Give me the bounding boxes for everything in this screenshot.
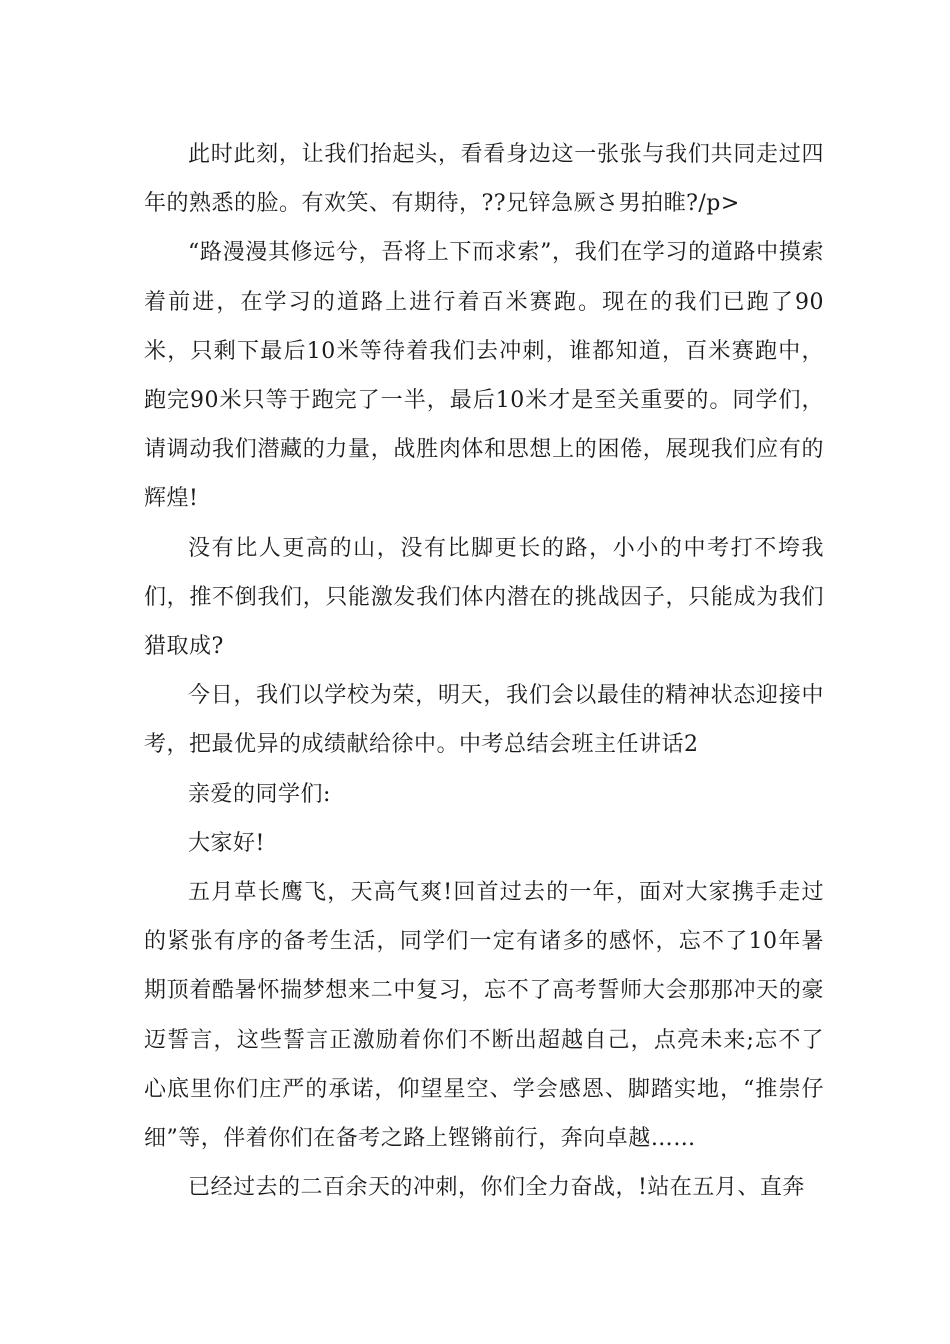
paragraph-mountain: 没有比人更高的山，没有比脚更长的路，小小的中考打不垮我们，推不倒我们，只能激发我们体内潜在的挑战因子，只能成为我们猎取成?: [144, 535, 824, 660]
document-body: [144, 130, 824, 1212]
paragraph-sprint: 已经过去的二百余天的冲刺，你们全力奋战，!站在五月、直奔: [188, 1175, 805, 1201]
paragraph-may: 五月草长鹰飞，天高气爽!回首过去的一年，面对大家携手走过的紧张有序的备考生活，同学们一定有诸多的感怀，忘不了10年暑期顶着酷暑怀揣梦想来二中复习，忘不了高考誓师大会那那冲天的豪迈誓言，这些誓言正激励着你们不断出超越自己，点亮未来;忘不了心底里你们庄严的承诺，仰望星空、学会感恩、脚踏实地，“推崇仔细”等，伴着你们在备考之路上铿锵前行，奔向卓越……: [144, 880, 824, 1152]
paragraph-greeting: 大家好!: [188, 830, 265, 856]
paragraph-intro: 此时此刻，让我们抬起头，看看身边这一张张与我们共同走过四年的熟悉的脸。有欢笑、有期待，??兄锌急厥さ男拍睢?/p>: [144, 142, 824, 217]
paragraph-race: “路漫漫其修远兮，吾将上下而求索”，我们在学习的道路中摸索着前进，在学习的道路上进行着百米赛跑。现在的我们已跑了90米，只剩下最后10米等待着我们去冲刺，谁都知道，百米赛跑中，跑完90米只等于跑完了一半，最后10米才是至关重要的。同学们，请调动我们潜藏的力量，战胜肉体和思想上的困倦，展现我们应有的辉煌!: [144, 240, 824, 512]
paragraph-salutation: 亲爱的同学们:: [188, 781, 331, 807]
paragraph-today: 今日，我们以学校为荣，明天，我们会以最佳的精神状态迎接中考，把最优异的成绩献给徐中。中考总结会班主任讲话2: [144, 683, 824, 758]
